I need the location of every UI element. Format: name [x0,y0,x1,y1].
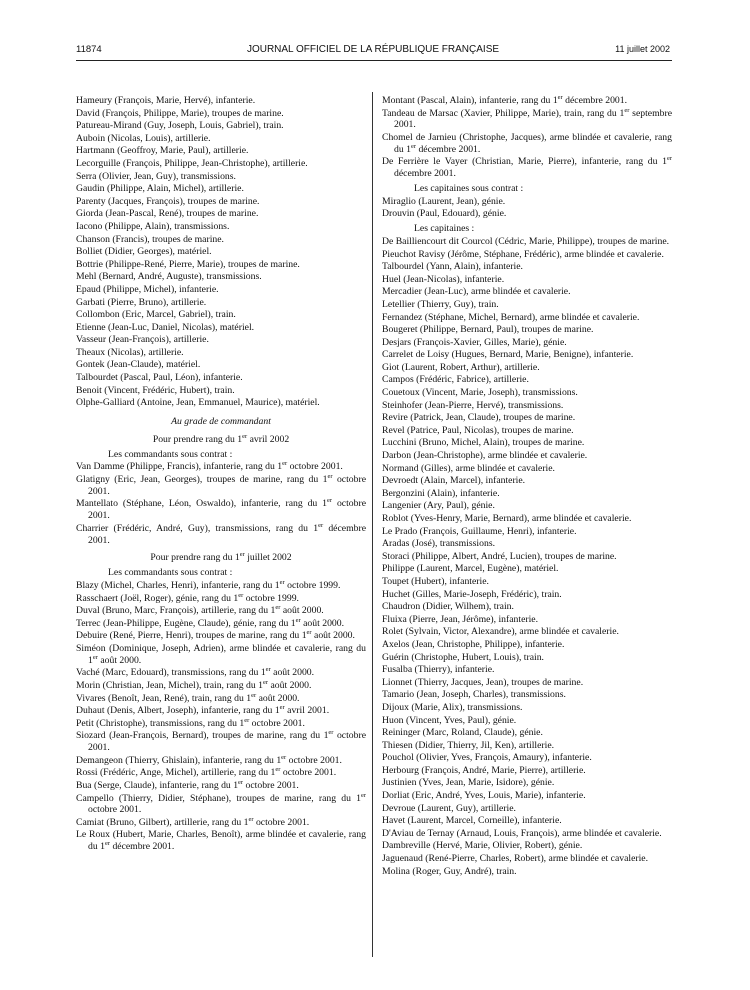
list-entry: Lucchini (Bruno, Michel, Alain), troupes de marine. [382,437,585,449]
list-entry: Dijoux (Marie, Alix), transmissions. [382,701,523,713]
list-entry: Duval (Bruno, Marc, François), artillerie, rang du 1er août 2000. [76,603,324,617]
list-entry: Campello (Thierry, Didier, Stéphane), troupes de marine, rang du 1er octobre 2001. [76,791,366,816]
left-column [76,95,366,854]
list-entry: Morin (Christian, Jean, Michel), train, rang du 1er août 2000. [76,678,312,691]
name-list [76,461,366,546]
list-entry: Aradas (José), transmissions. [382,538,496,550]
list-entry: Carrelet de Loisy (Hugues, Bernard, Marie, Benigne), infanterie. [382,349,634,361]
list-entry: Huchet (Gilles, Marie-Joseph, Frédéric), train. [382,588,562,600]
list-entry: Tamario (Jean, Joseph, Charles), transmissions. [382,689,566,701]
list-entry: Bolliet (Didier, Georges), matériel. [76,246,212,258]
list-entry: Montant (Pascal, Alain), infanterie, rang du 1er décembre 2001. [382,93,628,106]
list-entry: Gontek (Jean-Claude), matériel. [76,359,201,371]
name-list [76,95,366,409]
list-entry: Auboin (Nicolas, Louis), artillerie. [76,132,211,144]
header-rule [76,60,672,61]
list-entry: De Bailliencourt dit Courcol (Cédric, Marie, Philippe), troupes de marine. [382,235,670,247]
list-entry: Campos (Frédéric, Fabrice), artillerie. [382,374,529,386]
list-entry: Toupet (Hubert), infanterie. [382,575,489,587]
list-entry: Mehl (Bernard, André, Auguste), transmissions. [76,271,262,283]
list-entry: Roblot (Yves-Henry, Marie, Bernard), arme blindée et cavalerie. [382,513,632,525]
list-entry: Reininger (Marc, Roland, Claude), génie. [382,727,543,739]
journal-title: JOURNAL OFFICIEL DE LA RÉPUBLIQUE FRANÇAISE [246,44,500,55]
list-entry: Siozard (Jean-François, Bernard), troupes de marine, rang du 1er octobre 2001. [76,729,366,754]
list-entry: Darbon (Jean-Christophe), arme blindée et cavalerie. [382,450,588,462]
page-number: 11874 [76,44,102,55]
list-entry: Desjars (François-Xavier, Gilles, Marie), génie. [382,336,567,348]
list-entry: Bergonzini (Alain), infanterie. [382,487,500,499]
rank-date-heading: Pour prendre rang du 1er avril 2002 [152,432,290,445]
list-entry: Terrec (Jean-Philippe, Eugène, Claude), génie, rang du 1er août 2000. [76,616,345,629]
list-entry: Mantellato (Stéphane, Léon, Oswaldo), infanterie, rang du 1er octobre 2001. [76,497,366,522]
category-intro: Les commandants sous contrat : [108,567,233,579]
list-entry: Pieuchot Ravisy (Jérôme, Stéphane, Frédéric), arme blindée et cavalerie. [382,248,664,260]
list-entry: Rasschaert (Joël, Roger), génie, rang du 1er octobre 1999. [76,591,299,604]
list-entry: Storaci (Philippe, Albert, André, Lucien), troupes de marine. [382,550,617,562]
list-entry: Hartmann (Geoffroy, Marie, Paul), artillerie. [76,145,249,157]
list-entry: Giot (Laurent, Robert, Arthur), artillerie. [382,361,540,373]
list-entry: Devroedt (Alain, Marcel), infanterie. [382,475,526,487]
list-entry: Iacono (Philippe, Alain), transmissions. [76,220,230,232]
list-entry: Guérin (Christophe, Hubert, Louis), train. [382,651,544,663]
section-title: Au grade de commandant [171,416,271,428]
list-entry: Normand (Gilles), arme blindée et cavalerie. [382,462,555,474]
list-entry: Drouvin (Paul, Edouard), génie. [382,208,507,220]
list-entry: Theaux (Nicolas), artillerie. [76,346,184,358]
list-entry: Thiesen (Didier, Thierry, Jil, Ken), artillerie. [382,739,555,751]
column-divider [372,92,373,957]
category-intro: Les commandants sous contrat : [108,448,233,460]
list-entry: Bougeret (Philippe, Bernard, Paul), troupes de marine. [382,324,594,336]
list-entry: Van Damme (Philippe, Francis), infanterie, rang du 1er octobre 2001. [76,460,343,473]
list-entry: Fluixa (Pierre, Jean, Jérôme), infanterie. [382,613,539,625]
list-entry: Jaguenaud (René-Pierre, Charles, Robert), arme blindée et cavalerie. [382,853,649,865]
list-entry: Bua (Serge, Claude), infanterie, rang du 1er octobre 2001. [76,778,299,791]
name-list [382,236,672,877]
list-entry: Lionnet (Thierry, Jacques, Jean), troupes de marine. [382,676,584,688]
list-entry: Letellier (Thierry, Guy), train. [382,298,499,310]
list-entry: Molina (Roger, Guy, André), train. [382,865,517,877]
list-entry: Patureau-Mirand (Guy, Joseph, Louis, Gabriel), train. [76,120,284,132]
list-entry: Le Roux (Hubert, Marie, Charles, Benoît), arme blindée et cavalerie, rang du 1er décembre 2001. [76,829,366,853]
list-entry: Huon (Vincent, Yves, Paul), génie. [382,714,517,726]
list-entry: Parenty (Jacques, François), troupes de marine. [76,195,260,207]
right-column [382,95,672,878]
list-entry: Camiat (Bruno, Gilbert), artillerie, rang du 1er octobre 2001. [76,815,310,828]
list-entry: Fernandez (Stéphane, Michel, Bernard), arme blindée et cavalerie. [382,311,640,323]
list-entry: Vaché (Marc, Edouard), transmissions, rang du 1er août 2000. [76,666,315,679]
list-entry: Tandeau de Marsac (Xavier, Philippe, Marie), train, rang du 1er septembre 2001. [382,106,672,131]
list-entry: Dorliat (Eric, André, Yves, Louis, Marie), infanterie. [382,790,586,802]
list-entry: Benoit (Vincent, Frédéric, Hubert), train. [76,384,235,396]
list-entry: Epaud (Philippe, Michel), infanterie. [76,283,219,295]
list-entry: Huel (Jean-Nicolas), infanterie. [382,273,505,285]
list-entry: Revire (Patrick, Jean, Claude), troupes de marine. [382,412,576,424]
list-entry: Glatigny (Eric, Jean, Georges), troupes de marine, rang du 1er octobre 2001. [76,472,366,497]
list-entry: Revel (Patrice, Paul, Nicolas), troupes de marine. [382,424,574,436]
list-entry: Chaudron (Didier, Wilhem), train. [382,601,514,613]
list-entry: Talbourdel (Yann, Alain), infanterie. [382,261,523,273]
list-entry: Debuire (René, Pierre, Henri), troupes de marine, rang du 1er août 2000. [76,629,355,642]
list-entry: Chomel de Jarnieu (Christophe, Jacques), arme blindée et cavalerie, rang du 1er décembre 2001. [382,131,672,155]
name-list [382,95,672,180]
list-entry: Havet (Laurent, Marcel, Corneille), infanterie. [382,815,562,827]
list-entry: Devroue (Laurent, Guy), artillerie. [382,802,516,814]
list-entry: Lecorguille (François, Philippe, Jean-Christophe), artillerie. [76,157,308,169]
list-entry: Serra (Olivier, Jean, Guy), transmissions. [76,170,236,182]
category-intro: Les capitaines : [414,223,475,235]
list-entry: Dambreville (Hervé, Marie, Olivier, Robert), génie. [382,840,583,852]
list-entry: Blazy (Michel, Charles, Henri), infanterie, rang du 1er octobre 1999. [76,578,341,591]
category-intro: Les capitaines sous contrat : [414,182,524,194]
list-entry: Gaudin (Philippe, Alain, Michel), artillerie. [76,183,244,195]
list-entry: Duhaut (Denis, Albert, Joseph), infanterie, rang du 1er avril 2001. [76,703,330,717]
list-entry: Rolet (Sylvain, Victor, Alexandre), arme blindée et cavalerie. [382,626,619,638]
list-entry: Herbourg (François, André, Marie, Pierre), artillerie. [382,764,586,776]
list-entry: Axelos (Jean, Christophe, Philippe), infanterie. [382,638,565,650]
list-entry: Charrier (Frédéric, André, Guy), transmissions, rang du 1er décembre 2001. [76,521,366,546]
list-entry: David (François, Philippe, Marie), troupes de marine. [76,107,284,119]
list-entry: Olphe-Galliard (Antoine, Jean, Emmanuel, Maurice), matériel. [76,397,320,409]
list-entry: Demangeon (Thierry, Ghislain), infanterie, rang du 1er octobre 2001. [76,753,342,766]
list-entry: Hameury (François, Marie, Hervé), infanterie. [76,95,256,106]
name-list [76,580,366,853]
publication-date: 11 juillet 2002 [615,44,670,54]
list-entry: Le Prado (François, Guillaume, Henri), infanterie. [382,525,577,537]
page-header [76,42,670,56]
rank-date-heading: Pour prendre rang du 1er juillet 2002 [150,551,292,564]
list-entry: Mercadier (Jean-Luc), arme blindée et cavalerie. [382,286,571,298]
list-entry: Vasseur (Jean-François), artillerie. [76,334,209,346]
list-entry: Bottrie (Philippe-René, Pierre, Marie), troupes de marine. [76,258,300,270]
list-entry: Vivares (Benoît, Jean, René), train, rang du 1er août 2000. [76,691,300,704]
list-entry: Giorda (Jean-Pascal, René), troupes de marine. [76,208,259,220]
list-entry: De Ferrière le Vayer (Christian, Marie, Pierre), infanterie, rang du 1er décembre 2001. [382,155,672,180]
list-entry: Steinhofer (Jean-Pierre, Hervé), transmissions. [382,399,564,411]
list-entry: Garbati (Pierre, Bruno), artillerie. [76,296,207,308]
list-entry: Collombon (Eric, Marcel, Gabriel), train. [76,309,236,321]
list-entry: Fusalba (Thierry), infanterie. [382,664,495,676]
list-entry: Etienne (Jean-Luc, Daniel, Nicolas), matériel. [76,321,255,333]
list-entry: Siméon (Dominique, Joseph, Adrien), arme blindée et cavalerie, rang du 1er août 2000. [76,642,366,666]
list-entry: Talbourdet (Pascal, Paul, Léon), infanterie. [76,372,243,384]
list-entry: Rossi (Frédéric, Ange, Michel), artillerie, rang du 1er octobre 2001. [76,766,337,779]
list-entry: Philippe (Laurent, Marcel, Eugène), matériel. [382,563,559,575]
list-entry: Pouchol (Olivier, Yves, François, Amaury), infanterie. [382,752,592,764]
list-entry: Langenier (Ary, Paul), génie. [382,500,495,512]
list-entry: Justinien (Yves, Jean, Marie, Isidore), génie. [382,777,555,789]
list-entry: Miraglio (Laurent, Jean), génie. [382,195,506,207]
name-list [382,196,672,220]
list-entry: Couetoux (Vincent, Marie, Joseph), transmissions. [382,387,578,399]
list-entry: D'Aviau de Ternay (Arnaud, Louis, François), arme blindée et cavalerie. [382,827,662,839]
list-entry: Chanson (Francis), troupes de marine. [76,233,224,245]
list-entry: Petit (Christophe), transmissions, rang du 1er octobre 2001. [76,716,305,729]
